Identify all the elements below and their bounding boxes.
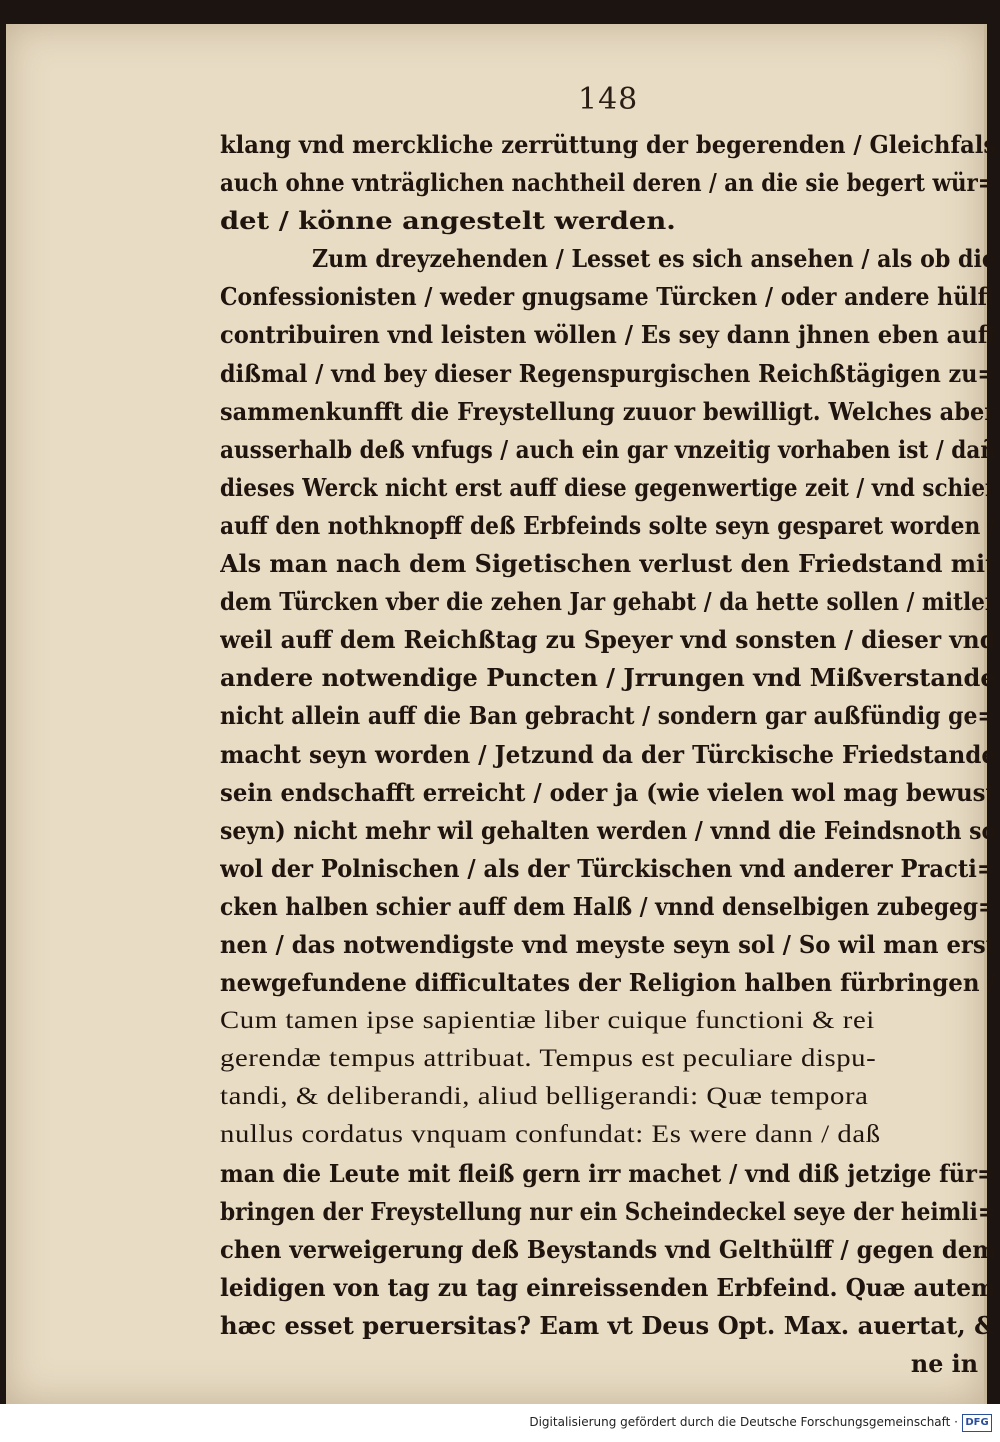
- text-line: det / könne angestelt werden.: [220, 207, 676, 236]
- text-line: wol der Polnischen / als der Türckischen vnd anderer Practi=: [220, 854, 996, 883]
- text-line: nicht allein auff die Ban gebracht / sondern gar außfündig ge=: [220, 702, 996, 731]
- text-line: auff den nothknopff deß Erbfeinds solte seyn gesparet worden /: [220, 511, 996, 540]
- text-line: Zum dreyzehenden / Lesset es sich ansehen / als ob die: [312, 245, 996, 274]
- text-line: nullus cordatus vnquam confundat: Es were dann / daß: [220, 1121, 881, 1149]
- text-line: chen verweigerung deß Beystands vnd Gelthülff / gegen dem: [220, 1235, 996, 1264]
- text-line: seyn) nicht mehr wil gehalten werden / vnnd die Feindsnoth so: [220, 816, 996, 845]
- text-line: ausserhalb deß vnfugs / auch ein gar vnzeitig vorhaben ist / dañ: [220, 435, 996, 464]
- scanned-page: [6, 24, 996, 1404]
- text-line: gerendæ tempus attribuat. Tempus est peculiare dispu-: [220, 1045, 877, 1073]
- dfg-logo-icon: DFG: [962, 1414, 992, 1432]
- digitization-credit: Digitalisierung gefördert durch die Deutsche Forschungsgemeinschaft ·: [529, 1415, 958, 1429]
- text-line: leidigen von tag zu tag einreissenden Erbfeind. Quæ autem: [220, 1273, 996, 1302]
- text-line: bringen der Freystellung nur ein Scheindeckel seye der heimli=: [220, 1197, 996, 1226]
- text-line: weil auff dem Reichßtag zu Speyer vnd sonsten / dieser vnd: [220, 626, 996, 655]
- footer-bar: [0, 1404, 1000, 1442]
- text-line: dißmal / vnd bey dieser Regenspurgischen Reichßtägigen zu=: [220, 359, 996, 388]
- text-line: dieses Werck nicht erst auff diese gegenwertige zeit / vnd schier: [220, 473, 996, 502]
- page-number: 148: [578, 82, 639, 117]
- text-line: nen / das notwendigste vnd meyste seyn sol / So wil man erst: [220, 930, 996, 959]
- text-line: contribuiren vnd leisten wöllen / Es sey dann jhnen eben auff: [220, 321, 996, 350]
- text-line: cken halben schier auff dem Halß / vnnd denselbigen zubegeg=: [220, 892, 996, 921]
- text-line: sein endschafft erreicht / oder ja (wie vielen wol mag bewust: [220, 778, 996, 807]
- text-line: macht seyn worden / Jetzund da der Türckische Friedstande: [220, 740, 996, 769]
- text-line: Als man nach dem Sigetischen verlust den Friedstand mit: [220, 550, 996, 579]
- text-line: auch ohne vnträglichen nachtheil deren / an die sie begert wür=: [220, 169, 996, 198]
- text-line: klang vnd merckliche zerrüttung der begerenden / Gleichfals: [220, 131, 996, 159]
- text-line: newgefundene difficultates der Religion halben fürbringen /: [220, 969, 996, 998]
- text-line: Confessionisten / weder gnugsame Türcken / oder andere hülff: [220, 283, 996, 312]
- body-text: [220, 126, 996, 1383]
- text-line: dem Türcken vber die zehen Jar gehabt / da hette sollen / mitler: [220, 588, 996, 617]
- text-line: andere notwendige Puncten / Jrrungen vnd Mißverstande: [220, 664, 996, 693]
- text-line: sammenkunfft die Freystellung zuuor bewilligt. Welches aber: [220, 397, 996, 426]
- text-line: hæc esset peruersitas? Eam vt Deus Opt. Max. auertat, &: [220, 1311, 996, 1340]
- catchword: ne in: [910, 1350, 978, 1378]
- text-line: tandi, & deliberandi, aliud belligerandi: Quæ tempora: [220, 1083, 869, 1111]
- text-line: man die Leute mit fleiß gern irr machet / vnd diß jetzige für=: [220, 1159, 996, 1188]
- text-line: Cum tamen ipse sapientiæ liber cuique functioni & rei: [220, 1007, 875, 1035]
